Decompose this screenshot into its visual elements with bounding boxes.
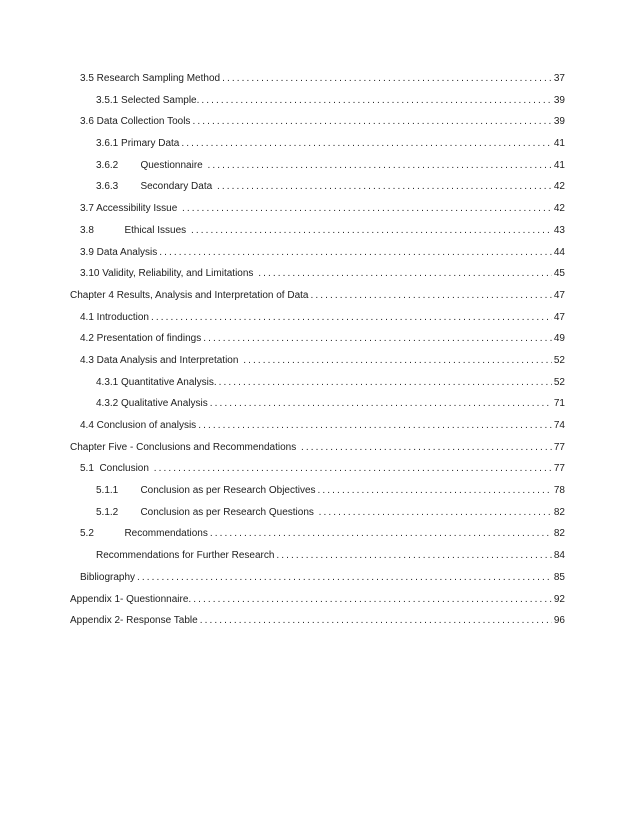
toc-entry-label: 4.3 Data Analysis and Interpretation (80, 354, 242, 366)
toc-entry[interactable] (70, 90, 565, 112)
toc-entry-label: 5.1.1 Conclusion as per Research Objectives (96, 485, 316, 497)
toc-entry-label: 4.2 Presentation of findings (80, 333, 202, 345)
toc-entry-page: 96 (553, 615, 565, 627)
toc-entry[interactable] (70, 589, 565, 611)
toc-entry[interactable] (70, 502, 565, 524)
toc-dot-leader (210, 393, 552, 415)
toc-entry-label: 3.6.2 Questionnaire (96, 159, 206, 171)
toc-entry[interactable] (70, 68, 565, 90)
toc-entry-label: 3.6.1 Primary Data (96, 138, 180, 150)
toc-entry-page: 44 (553, 246, 565, 258)
toc-entry-page: 42 (553, 181, 565, 193)
toc-entry-page: 45 (553, 268, 565, 280)
toc-entry[interactable] (70, 350, 565, 372)
toc-entry-page: 47 (553, 289, 565, 301)
toc-entry-page: 84 (553, 550, 565, 562)
toc-entry[interactable] (70, 437, 565, 459)
toc-dot-leader (201, 90, 552, 112)
toc-entry-page: 74 (553, 420, 565, 431)
toc-dot-leader (154, 458, 552, 480)
toc-entry-label: 3.5.1 Selected Sample. (96, 94, 200, 106)
toc-entry-page: 77 (553, 441, 565, 453)
toc-entry-page: 82 (553, 528, 565, 540)
toc-entry-page: 78 (553, 485, 565, 497)
toc-entry-page: 42 (553, 203, 565, 215)
toc-entry-page: 39 (553, 94, 565, 106)
toc-entry-label: Chapter Five - Conclusions and Recommendations (70, 441, 299, 453)
toc-entry[interactable] (70, 328, 565, 350)
toc-entry-label: 5.1 Conclusion (80, 463, 152, 475)
toc-dot-leader (319, 502, 552, 524)
toc-entry[interactable] (70, 242, 565, 264)
toc-dot-leader (191, 220, 552, 242)
table-of-contents (70, 68, 565, 632)
toc-entry-page: 71 (553, 398, 565, 410)
toc-entry[interactable] (70, 198, 565, 220)
toc-entry-page: 47 (553, 311, 565, 323)
toc-entry-page: 49 (553, 333, 565, 345)
toc-entry[interactable] (70, 307, 565, 329)
toc-entry[interactable] (70, 523, 565, 545)
toc-entry[interactable] (70, 393, 565, 415)
toc-entry-page: 43 (553, 224, 565, 236)
toc-dot-leader (181, 133, 552, 155)
toc-entry-label: Chapter 4 Results, Analysis and Interpretation of Data (70, 289, 309, 301)
toc-entry-label: Appendix 2- Response Table (70, 615, 198, 627)
toc-dot-leader (151, 307, 552, 329)
toc-entry-label: 3.6 Data Collection Tools (80, 116, 191, 128)
toc-dot-leader (137, 567, 552, 589)
toc-dot-leader (182, 198, 552, 220)
toc-dot-leader (310, 285, 552, 307)
toc-dot-leader (200, 610, 552, 632)
toc-entry-page: 41 (553, 159, 565, 171)
toc-entry-label: 3.5 Research Sampling Method (80, 73, 221, 84)
toc-entry-label: 5.2 Recommendations (80, 528, 208, 540)
toc-entry-label: 3.8 Ethical Issues (80, 224, 189, 236)
toc-entry-label: Bibliography (80, 571, 136, 583)
toc-entry-label: 4.3.1 Quantitative Analysis. (96, 376, 217, 388)
toc-dot-leader (276, 545, 552, 567)
toc-entry[interactable] (70, 133, 565, 155)
toc-dot-leader (198, 415, 552, 437)
toc-entry-page: 41 (553, 138, 565, 150)
toc-dot-leader (301, 437, 552, 459)
toc-entry-page: 37 (553, 73, 565, 84)
toc-entry[interactable] (70, 480, 565, 502)
toc-entry[interactable] (70, 263, 565, 285)
toc-dot-leader (203, 328, 552, 350)
toc-dot-leader (193, 589, 552, 611)
toc-entry-label: 3.9 Data Analysis (80, 246, 158, 258)
toc-entry[interactable] (70, 567, 565, 589)
toc-entry[interactable] (70, 176, 565, 198)
toc-entry[interactable] (70, 285, 565, 307)
toc-entry-label: 4.1 Introduction (80, 311, 149, 323)
toc-dot-leader (192, 111, 552, 133)
toc-entry-page: 52 (553, 354, 565, 366)
toc-dot-leader (318, 480, 552, 502)
toc-entry-page: 85 (553, 571, 565, 583)
toc-entry[interactable] (70, 545, 565, 567)
toc-dot-leader (210, 523, 552, 545)
toc-entry[interactable] (70, 372, 565, 394)
toc-entry-label: Recommendations for Further Research (96, 550, 275, 562)
toc-entry[interactable] (70, 155, 565, 177)
toc-entry-label: 4.4 Conclusion of analysis (80, 420, 197, 431)
toc-entry-page: 39 (553, 116, 565, 128)
toc-dot-leader (159, 242, 552, 264)
toc-entry[interactable] (70, 458, 565, 480)
toc-entry[interactable] (70, 415, 565, 437)
toc-entry-label: 3.7 Accessibility Issue (80, 203, 181, 215)
toc-entry-label: 3.6.3 Secondary Data (96, 181, 215, 193)
toc-entry-label: Appendix 1- Questionnaire. (70, 593, 192, 605)
toc-entry-page: 82 (553, 506, 565, 518)
toc-entry-label: 5.1.2 Conclusion as per Research Questions (96, 506, 317, 518)
toc-dot-leader (217, 176, 552, 198)
toc-dot-leader (208, 155, 553, 177)
toc-entry[interactable] (70, 111, 565, 133)
toc-dot-leader (243, 350, 552, 372)
toc-entry-page: 92 (553, 593, 565, 605)
toc-entry-page: 52 (553, 376, 565, 388)
toc-dot-leader (219, 372, 552, 394)
toc-entry-label: 4.3.2 Qualitative Analysis (96, 398, 208, 410)
toc-entry-label: 3.10 Validity, Reliability, and Limitations (80, 268, 257, 280)
toc-dot-leader (258, 263, 552, 285)
toc-entry[interactable] (70, 220, 565, 242)
toc-entry[interactable] (70, 610, 565, 632)
toc-dot-leader (222, 68, 552, 90)
toc-entry-page: 77 (553, 463, 565, 475)
